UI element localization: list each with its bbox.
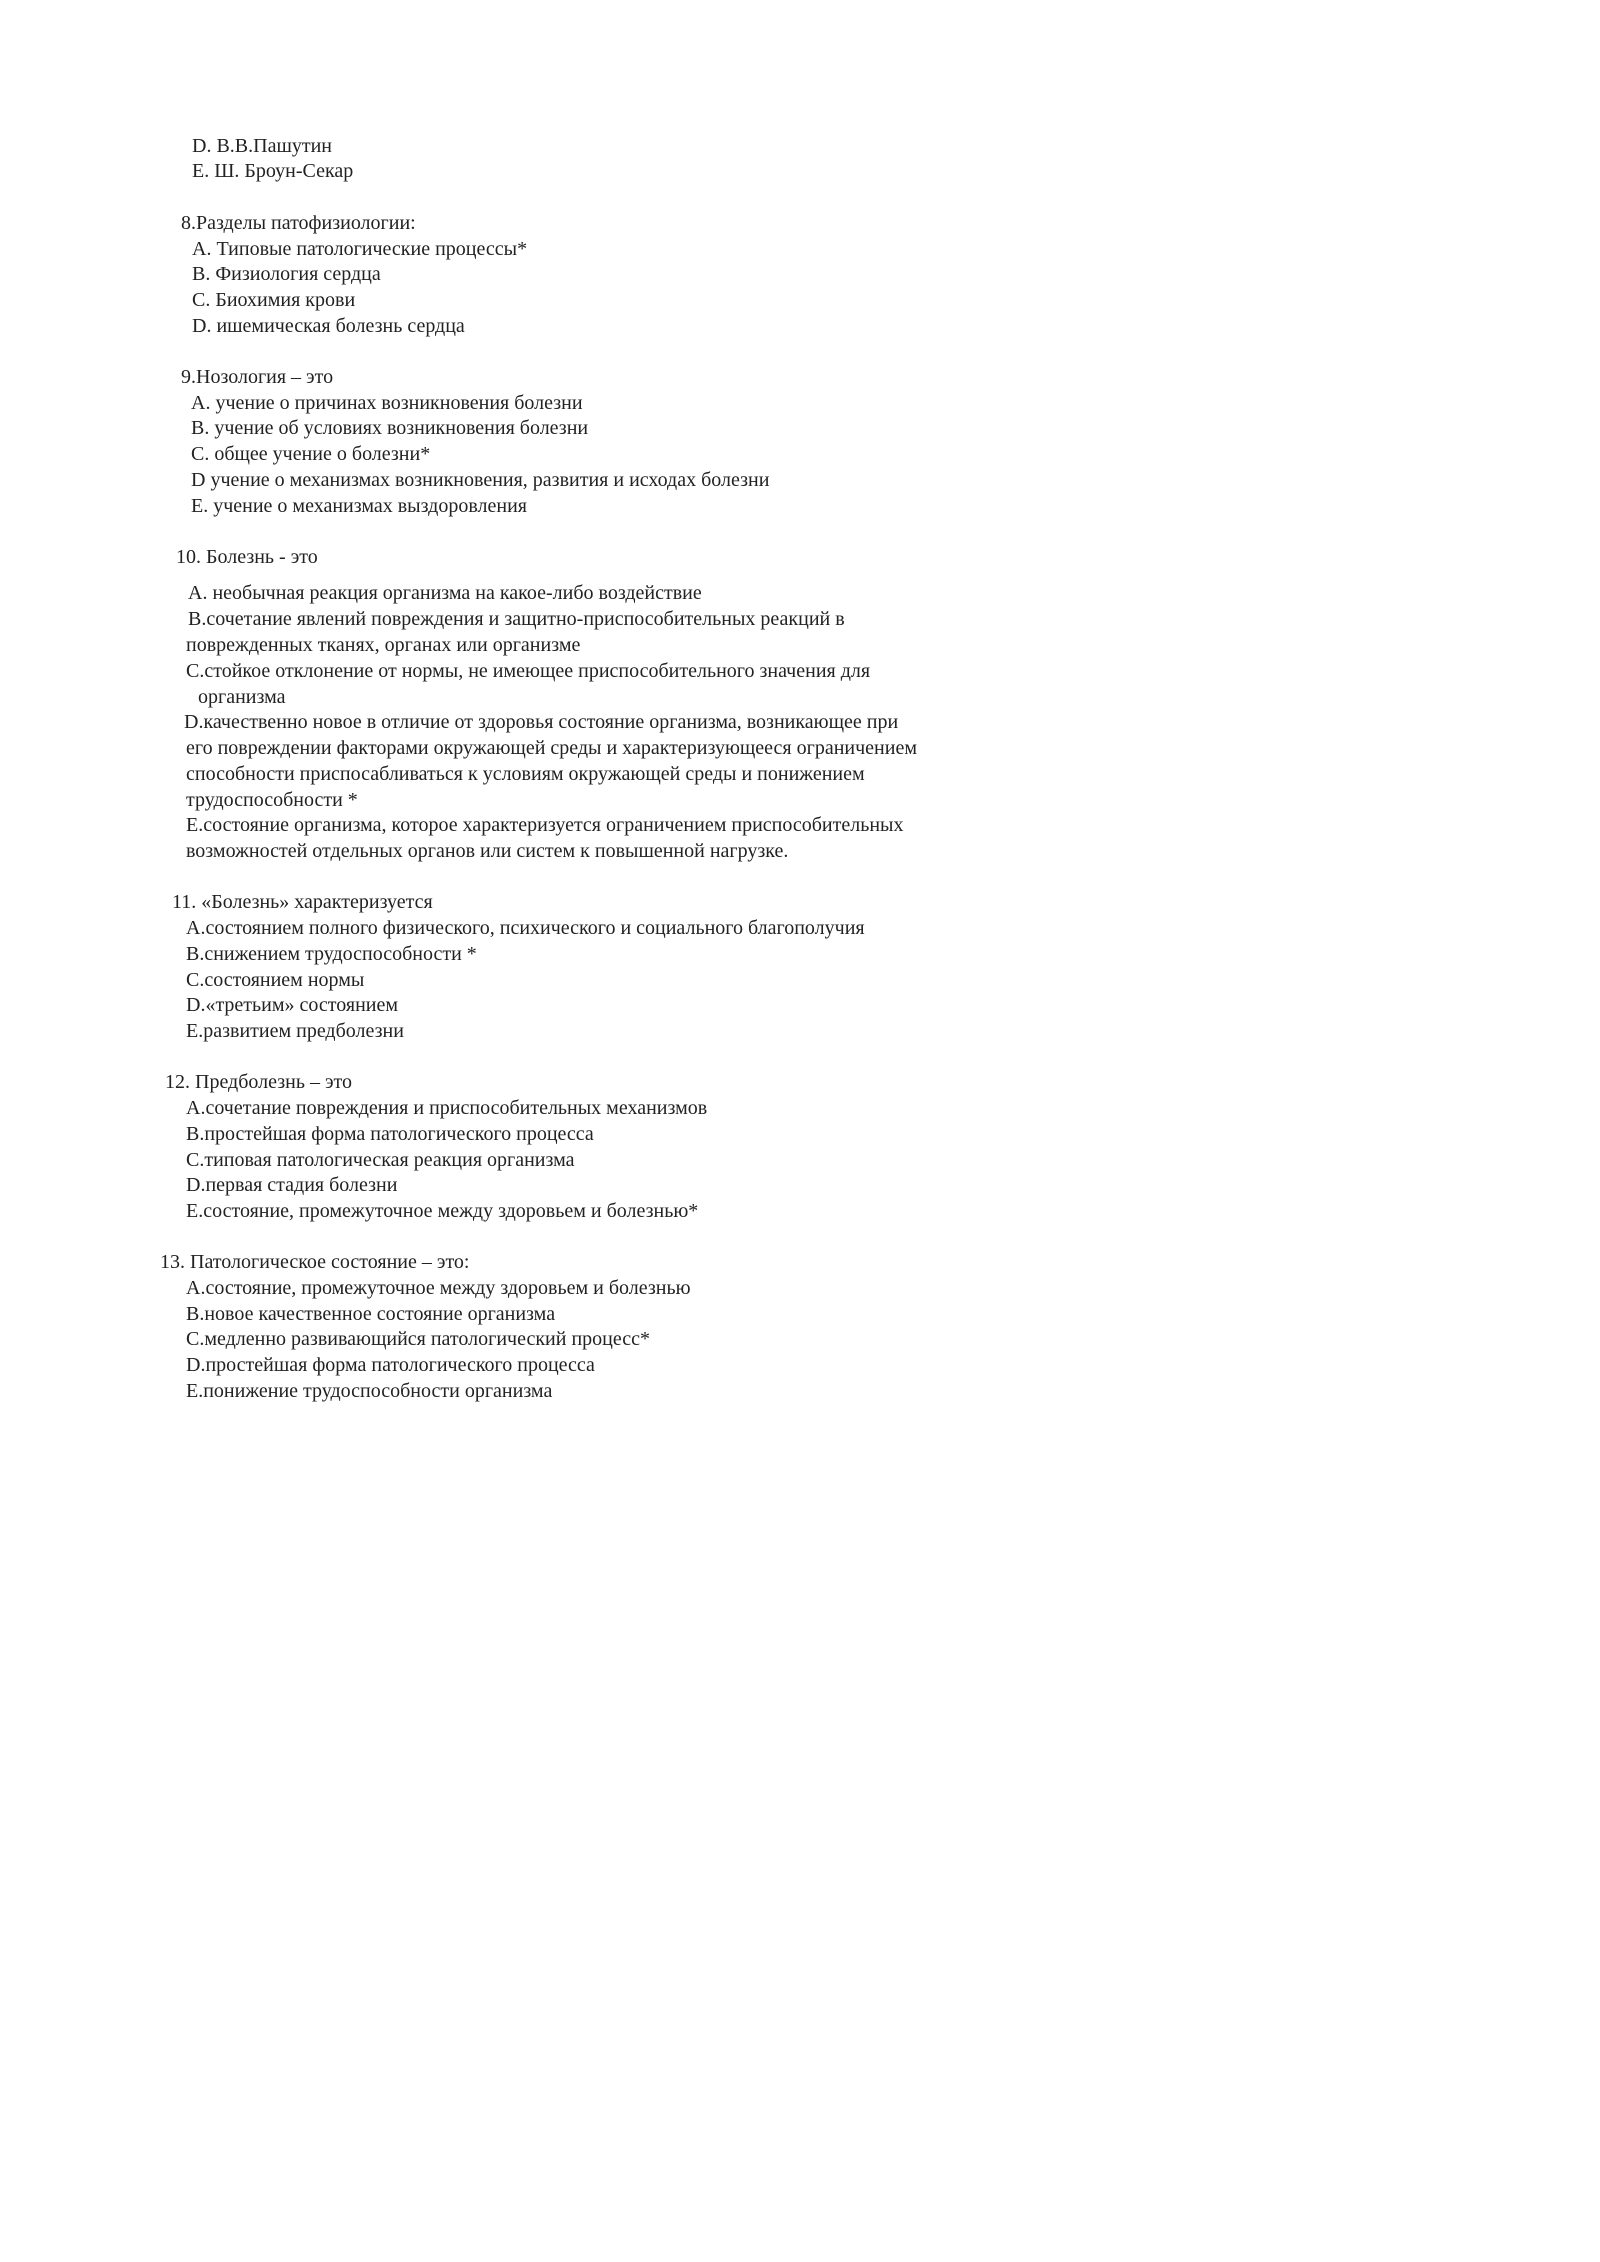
answer-option: A. Типовые патологические процессы* <box>192 238 528 260</box>
answer-option: B. Физиология сердца <box>192 263 381 285</box>
answer-option-continuation: трудоспособности * <box>186 789 358 811</box>
answer-option: C.медленно развивающийся патологический процесс* <box>186 1328 650 1350</box>
answer-option: D.простейшая форма патологического процесса <box>186 1354 595 1376</box>
question-title: 9.Нозология – это <box>181 366 334 388</box>
answer-option-continuation: поврежденных тканях, органах или организме <box>186 634 581 656</box>
answer-option: E.понижение трудоспособности организма <box>186 1380 553 1402</box>
answer-option: D. ишемическая болезнь сердца <box>192 315 465 337</box>
question-title: 8.Разделы патофизиологии: <box>181 212 416 234</box>
answer-option: D.«третьим» состоянием <box>186 994 399 1016</box>
answer-option: B.новое качественное состояние организма <box>186 1303 556 1325</box>
answer-option: C. Биохимия крови <box>192 289 356 311</box>
answer-option: E.состояние, промежуточное между здоровьем и болезнью* <box>186 1200 699 1222</box>
answer-option: D. В.В.Пашутин <box>192 135 332 157</box>
answer-option: A.состоянием полного физического, психического и социального благополучия <box>186 917 865 939</box>
answer-option-continuation: возможностей отдельных органов или систем к повышенной нагрузке. <box>186 840 789 862</box>
answer-option-continuation: его повреждении факторами окружающей среды и характеризующееся ограничением <box>186 737 917 759</box>
answer-option: A.состояние, промежуточное между здоровьем и болезнью <box>186 1277 691 1299</box>
answer-option-continuation: организма <box>198 686 286 708</box>
answer-option: A. учение о причинах возникновения болезни <box>191 392 583 414</box>
answer-option: A.сочетание повреждения и приспособительных механизмов <box>186 1097 708 1119</box>
question-title: 13. Патологическое состояние – это: <box>160 1251 470 1273</box>
answer-option: A. необычная реакция организма на какое-либо воздействие <box>188 582 702 604</box>
answer-option: D.качественно новое в отличие от здоровья состояние организма, возникающее при <box>184 711 899 733</box>
answer-option: B.простейшая форма патологического процесса <box>186 1123 594 1145</box>
answer-option: B.сочетание явлений повреждения и защитно-приспособительных реакций в <box>188 608 845 630</box>
answer-option: E. учение о механизмах выздоровления <box>191 495 527 517</box>
question-title: 11. «Болезнь» характеризуется <box>172 891 433 913</box>
answer-option: C.стойкое отклонение от нормы, не имеющее приспособительного значения для <box>186 660 871 682</box>
answer-option: C.состоянием нормы <box>186 969 365 991</box>
answer-option: B. учение об условиях возникновения болезни <box>191 417 589 439</box>
question-title: 10. Болезнь - это <box>176 546 318 568</box>
answer-option: B.снижением трудоспособности * <box>186 943 477 965</box>
answer-option: E.развитием предболезни <box>186 1020 404 1042</box>
question-title: 12. Предболезнь – это <box>165 1071 353 1093</box>
answer-option-continuation: способности приспосабливаться к условиям окружающей среды и понижением <box>186 763 865 785</box>
answer-option: D.первая стадия болезни <box>186 1174 398 1196</box>
answer-option: C. общее учение о болезни* <box>191 443 431 465</box>
answer-option: E.состояние организма, которое характеризуется ограничением приспособительных <box>186 814 904 836</box>
answer-option: C.типовая патологическая реакция организма <box>186 1149 575 1171</box>
answer-option: E. Ш. Броун-Секар <box>192 160 354 182</box>
answer-option: D учение о механизмах возникновения, развития и исходах болезни <box>191 469 770 491</box>
